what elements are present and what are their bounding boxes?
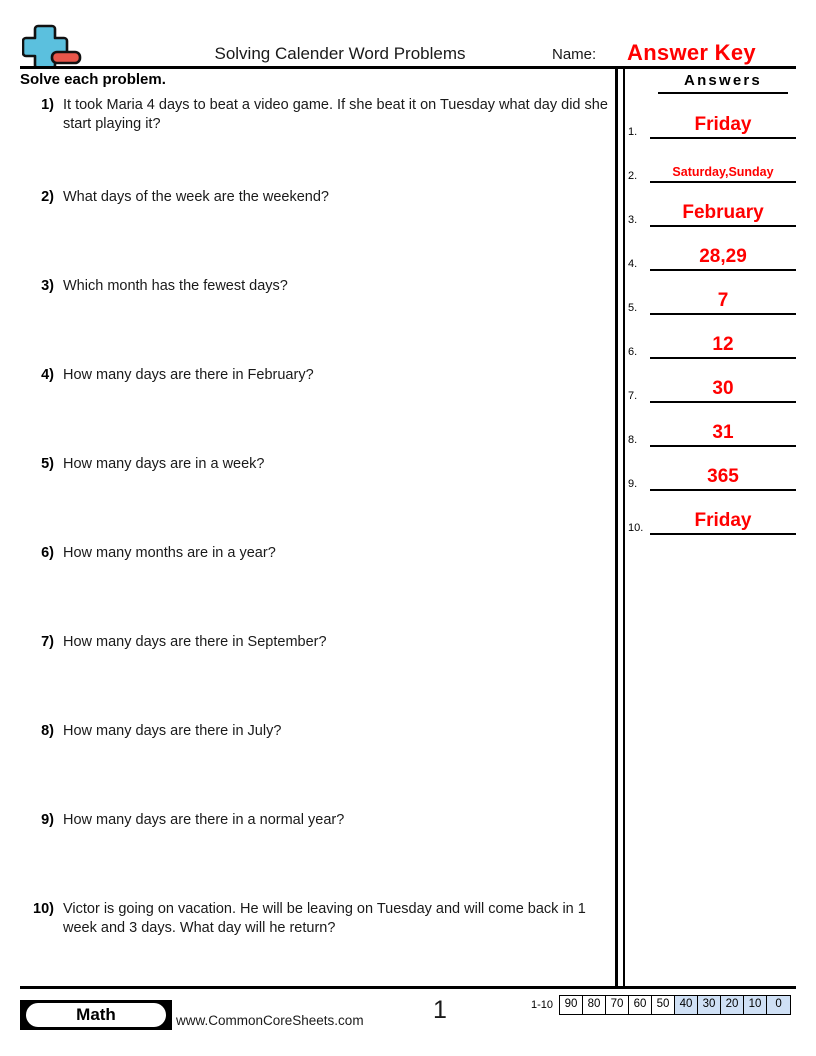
answers-heading-underline: [658, 92, 788, 94]
answer-blank-line: [650, 137, 796, 139]
answer-row: [628, 369, 796, 403]
score-box[interactable]: 80: [583, 996, 606, 1014]
answer-number: 3.: [628, 214, 638, 226]
answer-blank-line: [650, 357, 796, 359]
page-number: 1: [433, 996, 447, 1024]
score-box[interactable]: 70: [606, 996, 629, 1014]
site-url[interactable]: www.CommonCoreSheets.com: [176, 1013, 364, 1028]
question-number: 8): [41, 723, 54, 739]
question-item: [20, 277, 610, 296]
answer-value: 7: [717, 290, 729, 311]
score-box[interactable]: 50: [652, 996, 675, 1014]
answer-blank-line: [650, 533, 796, 535]
score-box[interactable]: 60: [629, 996, 652, 1014]
answer-value: Friday: [694, 510, 752, 531]
question-number: 9): [41, 812, 54, 828]
question-text: How many days are there in February?: [63, 367, 314, 383]
subject-badge-label: Math: [26, 1003, 166, 1027]
question-number: 1): [41, 97, 54, 113]
question-number: 7): [41, 634, 54, 650]
answer-row: [628, 237, 796, 271]
answer-value: 12: [712, 334, 734, 355]
answer-value: February: [682, 202, 764, 223]
question-number: 6): [41, 545, 54, 561]
answers-heading: Answers: [684, 72, 762, 89]
answer-number: 6.: [628, 346, 638, 358]
question-item: [20, 96, 610, 134]
answer-number: 1.: [628, 126, 638, 138]
question-item: [20, 722, 610, 741]
question-text: Victor is going on vacation. He will be leaving on Tuesday and will come back in 1 week and 3 days. What day will he return?: [63, 901, 586, 936]
answer-blank-line: [650, 401, 796, 403]
question-item: [20, 188, 610, 207]
answer-number: 7.: [628, 390, 638, 402]
question-text: How many months are in a year?: [63, 545, 276, 561]
answer-row: [628, 501, 796, 535]
answer-value: 31: [712, 422, 734, 443]
score-range-label: 1-10: [531, 999, 554, 1011]
column-divider-thick: [615, 68, 618, 986]
answer-row: [628, 281, 796, 315]
score-box-list: [559, 995, 791, 1015]
question-text: It took Maria 4 days to beat a video game. If she beat it on Tuesday what day did she start playing it?: [63, 97, 608, 132]
question-text: How many days are there in September?: [63, 634, 327, 650]
answer-number: 10.: [628, 522, 644, 534]
answer-row: [628, 457, 796, 491]
plus-minus-logo-icon: [22, 24, 84, 66]
question-item: [20, 811, 610, 830]
answer-blank-line: [650, 269, 796, 271]
subject-badge: [20, 1000, 172, 1030]
answer-blank-line: [650, 313, 796, 315]
answer-number: 5.: [628, 302, 638, 314]
score-box[interactable]: 90: [560, 996, 583, 1014]
question-text: How many days are in a week?: [63, 456, 265, 472]
name-label: Name:: [552, 46, 597, 63]
question-item: [20, 544, 610, 563]
column-divider-thin: [623, 68, 625, 986]
question-text: How many days are there in a normal year?: [63, 812, 345, 828]
question-number: 2): [41, 189, 54, 205]
score-box[interactable]: 10: [744, 996, 767, 1014]
answer-row: [628, 193, 796, 227]
score-scale: [531, 995, 791, 1015]
answer-value: 30: [712, 378, 734, 399]
answer-value: 365: [707, 466, 739, 487]
answer-row: [628, 105, 796, 139]
answer-value: Friday: [694, 114, 752, 135]
question-text: Which month has the fewest days?: [63, 278, 288, 294]
answer-row: [628, 149, 796, 183]
score-box[interactable]: 30: [698, 996, 721, 1014]
question-number: 3): [41, 278, 54, 294]
answer-key-badge: Answer Key: [627, 40, 756, 65]
question-number: 4): [41, 367, 54, 383]
score-box[interactable]: 20: [721, 996, 744, 1014]
answer-blank-line: [650, 181, 796, 183]
answer-row: [628, 413, 796, 447]
worksheet-header: [0, 0, 816, 68]
question-number: 5): [41, 456, 54, 472]
score-box[interactable]: 40: [675, 996, 698, 1014]
question-number: 10): [33, 901, 54, 917]
answer-number: 2.: [628, 170, 638, 182]
instruction-text: Solve each problem.: [20, 71, 166, 88]
question-item: [20, 366, 610, 385]
answer-value: Saturday,Sunday: [672, 165, 774, 179]
answer-blank-line: [650, 225, 796, 227]
score-box[interactable]: 0: [767, 996, 790, 1014]
question-item: [20, 900, 610, 938]
answer-blank-line: [650, 489, 796, 491]
question-item: [20, 633, 610, 652]
answer-number: 9.: [628, 478, 638, 490]
answer-blank-line: [650, 445, 796, 447]
question-text: What days of the week are the weekend?: [63, 189, 329, 205]
footer-divider: [20, 986, 796, 989]
page-title: Solving Calender Word Problems: [214, 44, 466, 63]
question-text: How many days are there in July?: [63, 723, 282, 739]
answer-row: [628, 325, 796, 359]
header-divider: [20, 66, 796, 69]
question-item: [20, 455, 610, 474]
answer-value: 28,29: [699, 246, 747, 267]
answer-number: 8.: [628, 434, 638, 446]
answer-number: 4.: [628, 258, 638, 270]
